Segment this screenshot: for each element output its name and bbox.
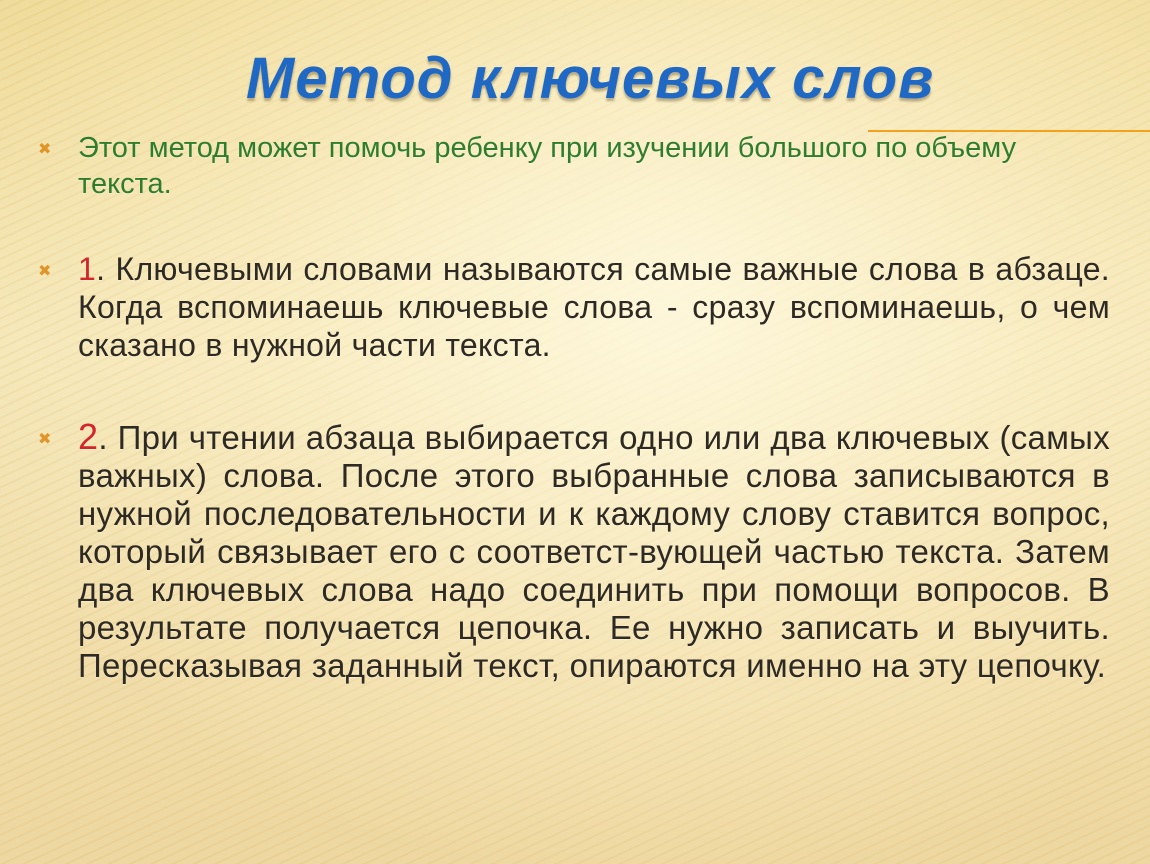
- x-mark-bullet-icon: ✖: [38, 263, 52, 280]
- item-number: 1: [78, 251, 97, 287]
- item-number: 2: [78, 416, 99, 457]
- bullet-text: Этот метод может помочь ребенку при изучении большого по объему текста.: [78, 132, 1017, 200]
- slide-title: Метод ключевых слов: [246, 46, 935, 111]
- x-mark-bullet-icon: ✖: [38, 141, 52, 158]
- bullet-text: [78, 250, 1110, 364]
- item-text: . Ключевыми словами называются самые важные слова в абзаце. Когда вспоминаешь ключевые слова - сразу вспоминаешь, о чем сказано в нужной части текста.: [78, 251, 1110, 363]
- x-mark-bullet-icon: ✖: [38, 431, 52, 448]
- bullet-text: [78, 418, 1110, 685]
- item-text: . При чтении абзаца выбирается одно или два ключевых (самых важных) слова. После этого выбранные слова записываются в нужной последовательности и к каждому слову ставится вопрос, который связывает его с соответст-вующей частью текста. Затем два ключевых слова надо соединить при помощи вопросов. В результате получается цепочка. Ее нужно записать и выучить. Пересказывая заданный текст, опираются именно на эту цепочку.: [78, 419, 1110, 684]
